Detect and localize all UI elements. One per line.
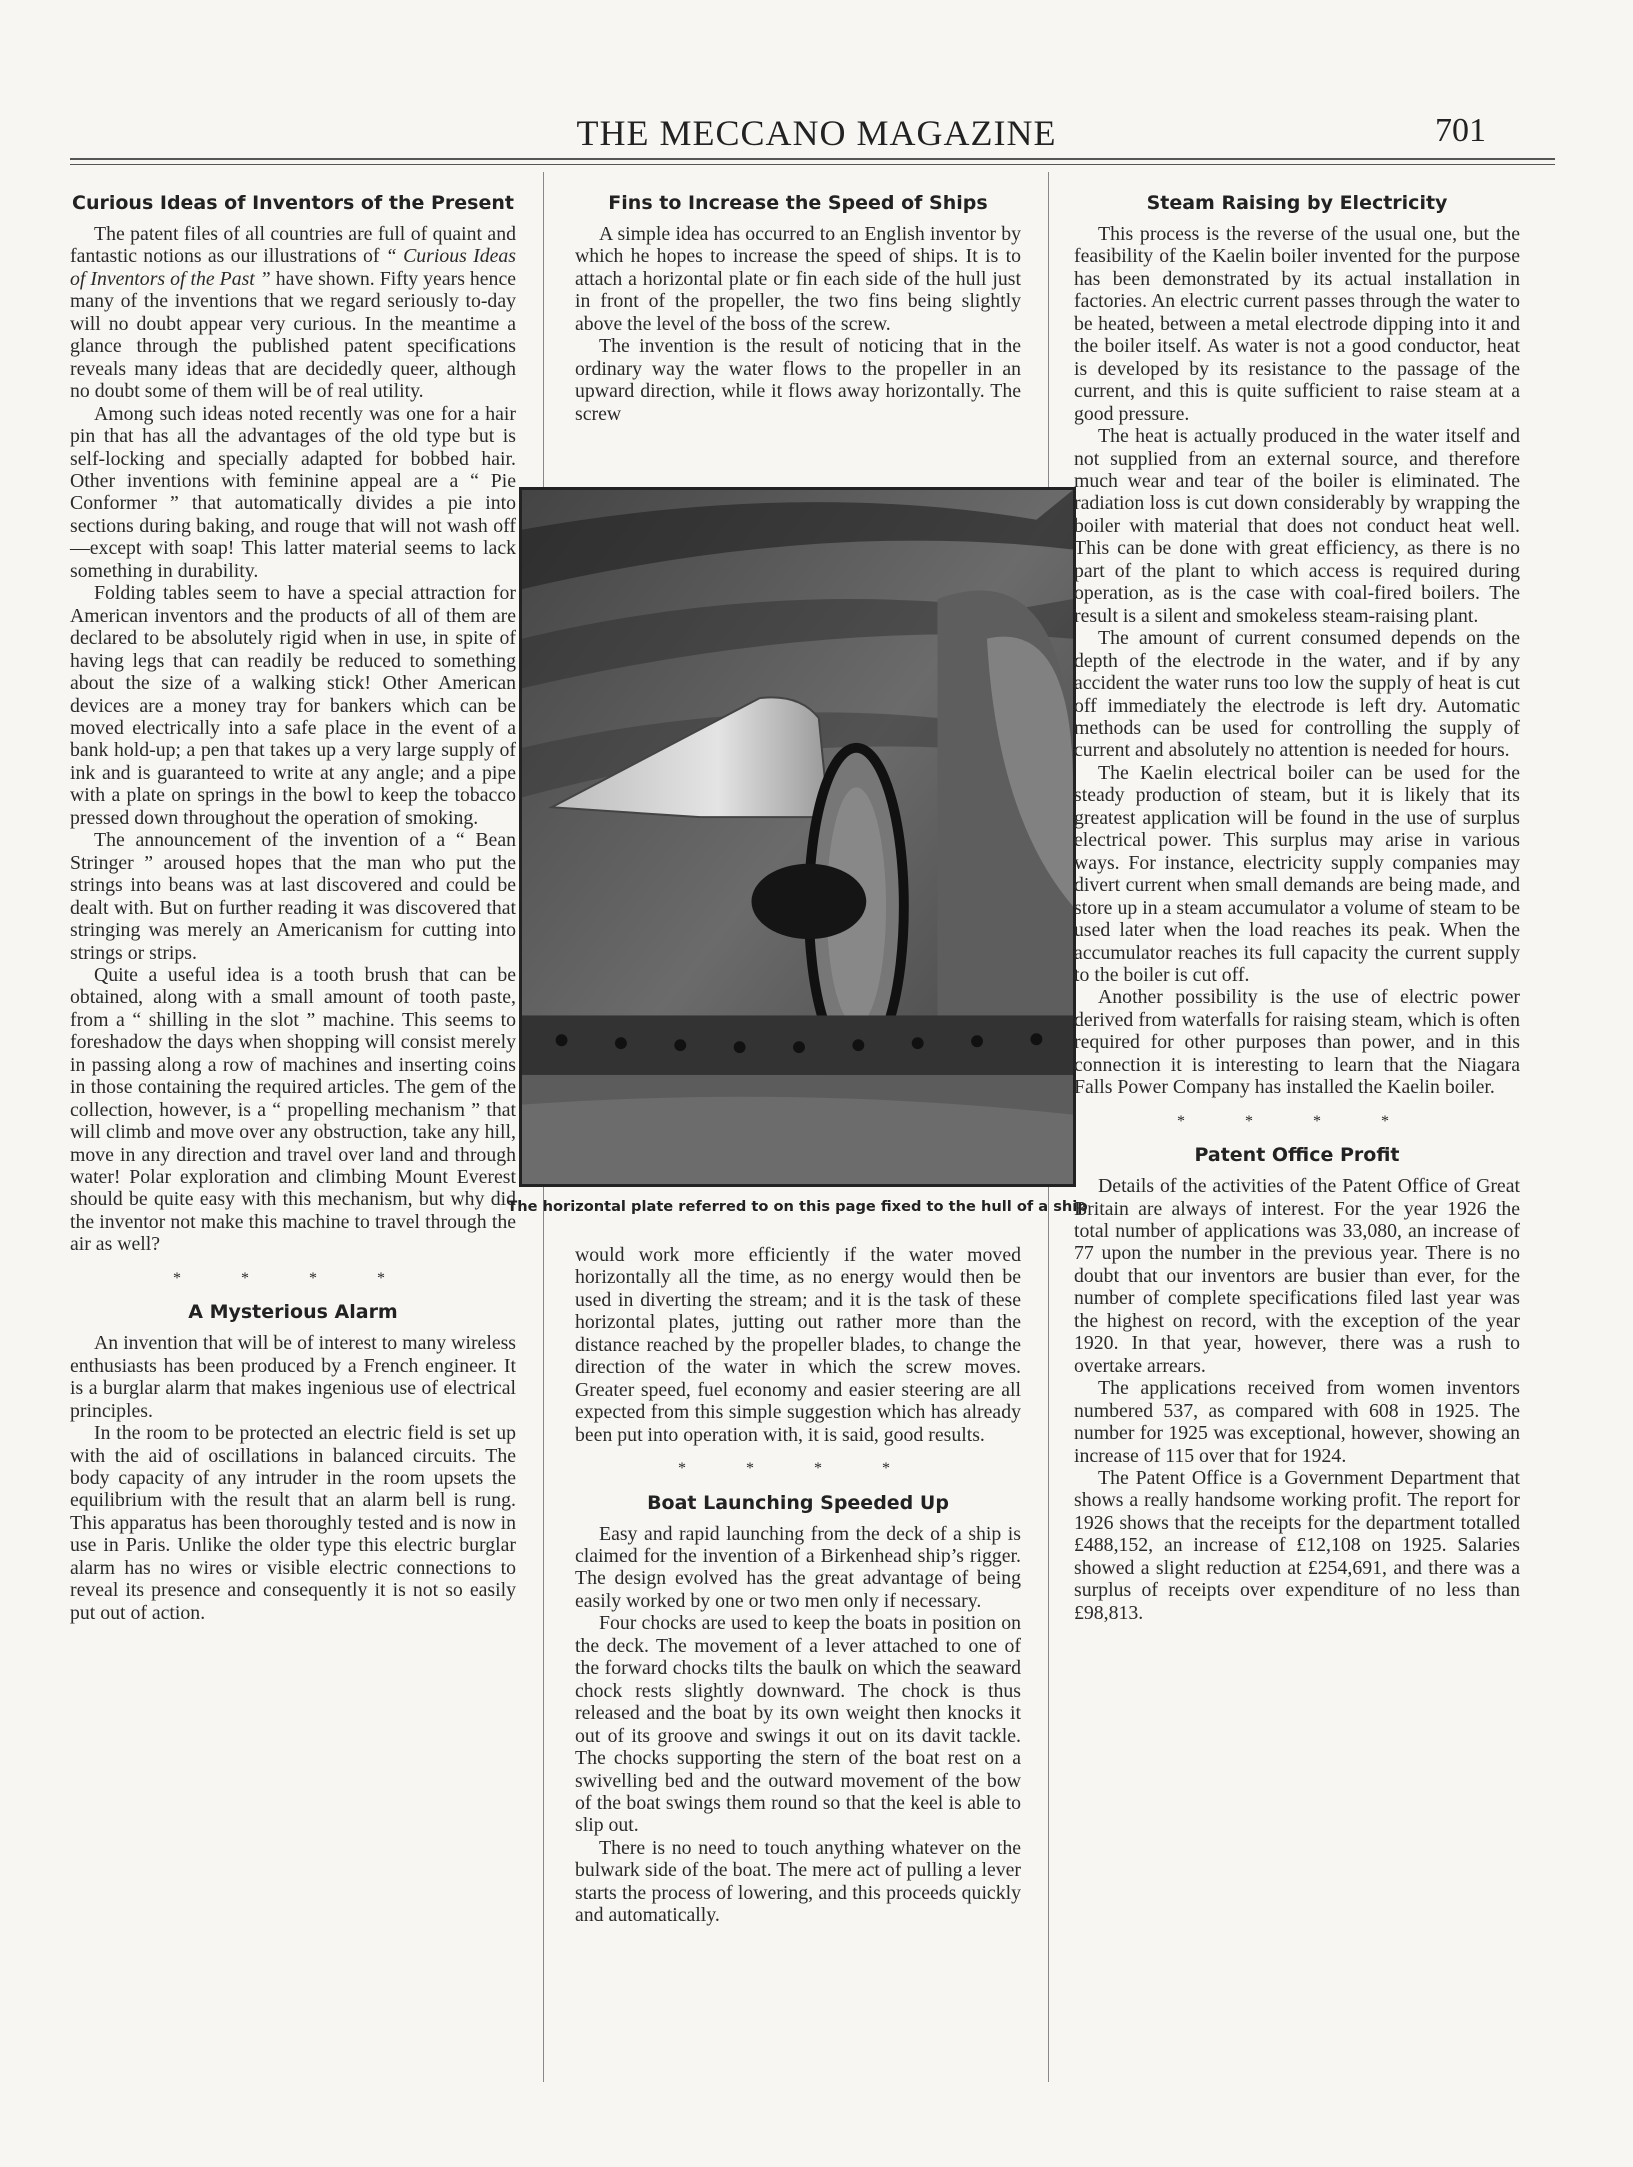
header-rule-bottom bbox=[70, 164, 1555, 165]
article-heading-fins: Fins to Increase the Speed of Ships bbox=[608, 192, 988, 214]
ship-hull-photograph bbox=[519, 487, 1076, 1187]
article-heading-mysterious-alarm: A Mysterious Alarm bbox=[188, 1301, 398, 1324]
page-number: 701 bbox=[1435, 112, 1486, 149]
paragraph: An invention that will be of interest to many wireless enthusiasts has been produced by a French engineer. It is a burglar alarm that makes ingenious use of electrical principles. bbox=[70, 1332, 516, 1422]
paragraph: Details of the activities of the Patent Office of Great Britain are always of interest. For the year 1926 the total number of applications was 33,080, an increase of 77 upon the number in the previous year. There is no doubt that our inventors are busier than ever, for the number of complete specifications filed last year was the highest on record, with the exception of the year 1920. In that year, however, there was a rush to overtake arrears. bbox=[1074, 1175, 1520, 1377]
paragraph: Another possibility is the use of electric power derived from waterfalls for raising steam, which is often required for other purposes than power, and in this connection it is interesting to learn that the Niagara Falls Power Company has installed the Kaelin boiler. bbox=[1074, 986, 1520, 1099]
article-heading-curious-ideas: Curious Ideas of Inventors of the Present bbox=[72, 192, 514, 214]
paragraph: Folding tables seem to have a special attraction for American inventors and the products of all of them are declared to be absolutely rigid when in use, in spite of having legs that can readily be reduced to something about the size of a walking stick! Other American devices are a money tray for bankers which can be moved electrically into a safe place in the event of a bank hold-up; a pen that takes up a very large supply of ink and is guaranteed to write at any angle; and a pipe with a plate on springs in the bowl to keep the tobacco pressed down throughout the operation of smoking. bbox=[70, 582, 516, 829]
paragraph: This process is the reverse of the usual one, but the feasibility of the Kaelin boiler invented for the purpose has been demonstrated by its actual installation in factories. An electric current passes through the water to be heated, between a metal electrode dipping into it and the boiler itself. As water is not a good conductor, heat is developed by its resistance to the passage of the current, and this is quite sufficient to raise steam at a good pressure. bbox=[1074, 223, 1520, 425]
magazine-title: THE MECCANO MAGAZINE bbox=[576, 113, 1057, 153]
paragraph: Easy and rapid launching from the deck of a ship is claimed for the invention of a Birkenhead ship’s rigger. The design evolved has the great advantage of being easily worked by one or two men only if necessary. bbox=[575, 1522, 1021, 1612]
paragraph: A simple idea has occurred to an English inventor by which he hopes to increase the speed of ships. It is to attach a horizontal plate or fin each side of the hull just in front of the propeller, the two fins being slightly above the level of the boss of the screw. bbox=[575, 223, 1021, 335]
paragraph: Quite a useful idea is a tooth brush that can be obtained, along with a small amount of tooth paste, from a “ shilling in the slot ” machine. This seems to foreshadow the days when shopping will consist merely in passing along a row of machines and inserting coins in those containing the required articles. The gem of the collection, however, is a “ propelling mechanism ” that will climb and move over any obstruction, take any hill, move in any direction and travel over land and through water! Polar exploration and climbing Mount Everest should be quite easy with this mechanism, but why did the inventor not make this machine to travel through the air as well? bbox=[70, 963, 516, 1256]
paragraph: The invention is the result of noticing that in the ordinary way the water flows to the propeller in an upward direction, while it flows away horizontally. The screw bbox=[575, 335, 1021, 425]
paragraph: The Kaelin electrical boiler can be used for the steady production of steam, but it is likely that its greatest application will be found in the use of surplus electrical power. This surplus may arise in various ways. For instance, electricity supply companies may divert current when small demands are being made, and store up in a steam accumulator a volume of steam to be used later when the load reaches its peak. When the accumulator reaches its full capacity the current supply to the boiler is cut off. bbox=[1074, 761, 1520, 986]
section-separator: * * * * bbox=[678, 1460, 918, 1478]
column-middle-top bbox=[575, 191, 1021, 425]
paragraph: The amount of current consumed depends on the depth of the electrode in the water, and if by any accident the water runs too low the supply of heat is cut off immediately the electrode is left dry. Automatic methods can be used for controlling the supply of current and absolutely no attention is needed for hours. bbox=[1074, 627, 1520, 762]
paragraph: The announcement of the invention of a “ Bean Stringer ” aroused hopes that the man who put the strings into beans was at last discovered and could be dealt with. But on further reading it was discovered that stringing was merely an Americanism for cutting into strings or strips. bbox=[70, 829, 516, 964]
paragraph: The Patent Office is a Government Department that shows a really handsome working profit. The report for 1926 shows that the receipts for the department totalled £488,152, an increase of £12,108 on 1925. Salaries showed a slight reduction at £254,691, and there was a surplus of receipts over expenditure of no less than £98,813. bbox=[1074, 1467, 1520, 1624]
article-heading-steam-raising: Steam Raising by Electricity bbox=[1146, 192, 1448, 214]
paragraph: Among such ideas noted recently was one for a hair pin that has all the advantages of the old type but is self-locking and specially adapted for bobbed hair. Other inventions with feminine appeal are a “ Pie Conformer ” that automatically divides a pie into sections during baking, and rouge that will not wash off—except with soap! This latter material seems to lack something in durability. bbox=[70, 402, 516, 582]
paragraph: The patent files of all countries are full of quaint and fantastic notions as our illustrations of “ Curious Ideas of Inventors of the Past ” have shown. Fifty years hence many of the inventions that we regard seriously to-day will no doubt appear very curious. In the meantime a glance through the published patent specifications reveals many ideas that are decidedly queer, although no doubt some of them will be of real utility. bbox=[70, 223, 517, 403]
paragraph: The heat is actually produced in the water itself and not supplied from an external source, and therefore much wear and tear of the boiler is eliminated. The radiation loss is cut down considerably by wrapping the boiler with material that does not conduct heat well. This can be done with great efficiency, as there is no part of the plant to which access is required during operation, as is the case with coal-fired boilers. The result is a silent and smokeless steam-raising plant. bbox=[1074, 425, 1520, 627]
article-heading-boat-launching: Boat Launching Speeded Up bbox=[647, 1491, 949, 1514]
section-separator: * * * * bbox=[1177, 1112, 1417, 1130]
paragraph: In the room to be protected an electric field is set up with the aid of oscillations in balanced circuits. The body capacity of any intruder in the room upsets the equilibrium with the result that an alarm bell is rung. This apparatus has been thoroughly tested and is now in use in Paris. Unlike the older type this electric burglar alarm has no wires or visible electric connections to reveal its presence and consequently it is not so easily put out of action. bbox=[70, 1422, 516, 1624]
photo-caption: The horizontal plate referred to on this page fixed to the hull of a ship bbox=[507, 1198, 1088, 1215]
section-separator: * * * * bbox=[173, 1269, 413, 1287]
paragraph: Four chocks are used to keep the boats in position on the deck. The movement of a lever attached to one of the forward chocks tilts the baulk on which the seaward chock rests slightly downward. The chock is thus released and the boat by its own weight then knocks it out of its groove and swings it out on its davit tackle. The chocks supporting the stern of the boat rest on a swivelling bed and the outward movement of the bow of the boat swings them round so that the keel is able to slip out. bbox=[575, 1612, 1021, 1837]
header-rule-top bbox=[70, 158, 1555, 160]
column-right bbox=[1074, 191, 1520, 1624]
article-heading-patent-office-profit: Patent Office Profit bbox=[1194, 1144, 1400, 1167]
paragraph: would work more efficiently if the water moved horizontally all the time, as no energy would then be used in diverting the stream; and it is the task of these horizontal plates, jutting out rather more than the distance reached by the propeller blades, to change the direction of the water in which the screw moves. Greater speed, fuel economy and easier steering are all expected from this simple suggestion which has already been put into operation with, it is said, good results. bbox=[575, 1244, 1021, 1446]
column-left bbox=[70, 191, 516, 1624]
paragraph: There is no need to touch anything whatever on the bulwark side of the boat. The mere act of pulling a lever starts the process of lowering, and this proceeds quickly and automatically. bbox=[575, 1836, 1021, 1927]
paragraph: The applications received from women inventors numbered 537, as compared with 608 in 1925. The number for 1925 was exceptional, however, showing an increase of 115 over that for 1924. bbox=[1074, 1377, 1520, 1467]
column-middle-bottom bbox=[575, 1244, 1021, 1927]
